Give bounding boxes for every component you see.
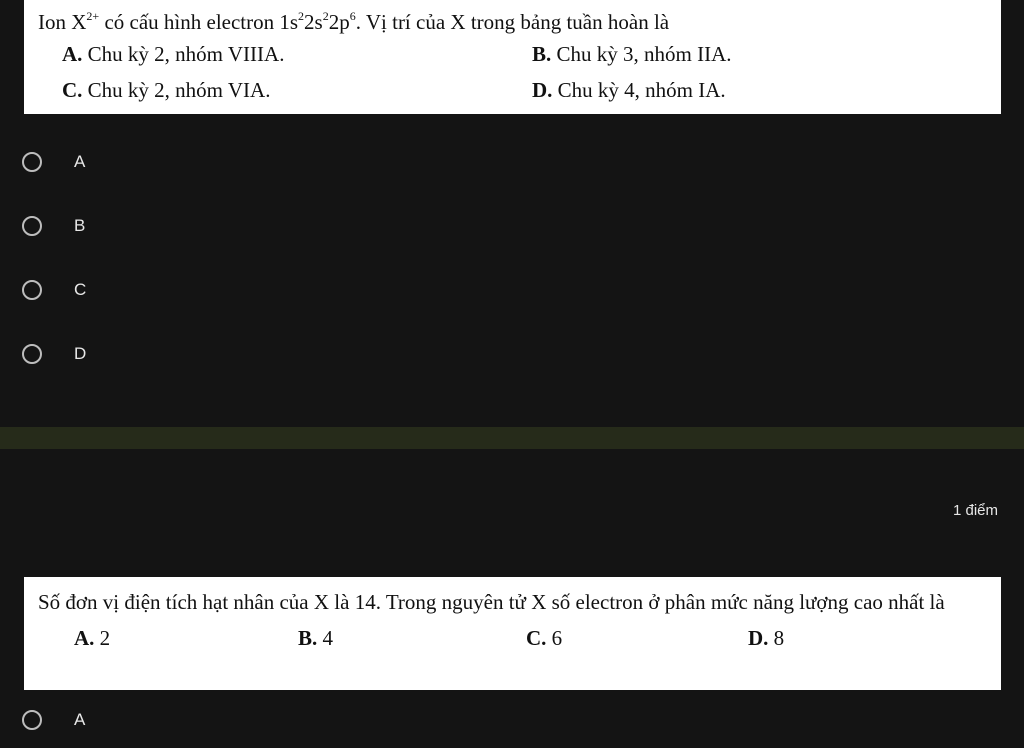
option-letter: C. [62,78,83,102]
choice-label: D [74,344,87,363]
choice-c[interactable] [22,258,86,322]
stem-text: Ion X [38,10,87,34]
stem-text: có cấu hình electron 1s [99,10,299,34]
option-b [532,36,972,72]
option-text: Chu kỳ 2, nhóm VIIIA. [82,42,285,66]
option-letter: D. [748,626,769,650]
radio-button[interactable] [22,344,42,364]
choice-a[interactable] [22,130,86,194]
stem-text: 2p [328,10,350,34]
question-1-image [24,0,1001,114]
section-divider [0,427,1024,449]
question-2-image [24,577,1001,690]
option-text: 4 [317,626,334,650]
option-text: 6 [546,626,563,650]
option-text: Chu kỳ 4, nhóm IA. [552,78,726,102]
option-a [62,36,532,72]
option-text: 8 [768,626,785,650]
option-text: Chu kỳ 3, nhóm IIA. [551,42,732,66]
option-a [74,623,298,653]
option-c [526,623,748,653]
superscript: 6 [349,9,356,23]
points-label: 1 điểm [952,502,998,519]
option-b [298,623,526,653]
question-2-choices [22,700,85,740]
superscript: 2 [322,9,329,23]
option-d [748,623,948,653]
radio-button[interactable] [22,216,42,236]
option-text: Chu kỳ 2, nhóm VIA. [82,78,271,102]
choice-label: A [74,710,86,729]
question-1-choices [22,130,86,386]
choice-a[interactable] [22,700,85,740]
option-c [62,72,532,108]
choice-label: C [74,280,87,299]
option-letter: A. [74,626,95,650]
option-letter: C. [526,626,547,650]
option-letter: D. [532,78,553,102]
option-letter: B. [298,626,318,650]
option-letter: B. [532,42,552,66]
option-text: 2 [94,626,111,650]
radio-button[interactable] [22,710,42,730]
question-1-options [62,36,989,108]
question-2-stem: Số đơn vị điện tích hạt nhân của X là 14. Trong nguyên tử X số electron ở phân mức năng lượng cao nhất là [38,590,945,614]
radio-button[interactable] [22,280,42,300]
choice-d[interactable] [22,322,86,386]
option-d [532,72,972,108]
radio-button[interactable] [22,152,42,172]
option-letter: A. [62,42,83,66]
stem-text: 2s [304,10,323,34]
choice-b[interactable] [22,194,86,258]
superscript: 2 [298,9,305,23]
stem-text: . Vị trí của X trong bảng tuần hoàn là [355,10,670,34]
charge-superscript: 2+ [86,9,100,23]
question-2-options [74,623,989,653]
choice-label: A [74,152,86,171]
question-1-stem [38,8,989,36]
choice-label: B [74,216,86,235]
